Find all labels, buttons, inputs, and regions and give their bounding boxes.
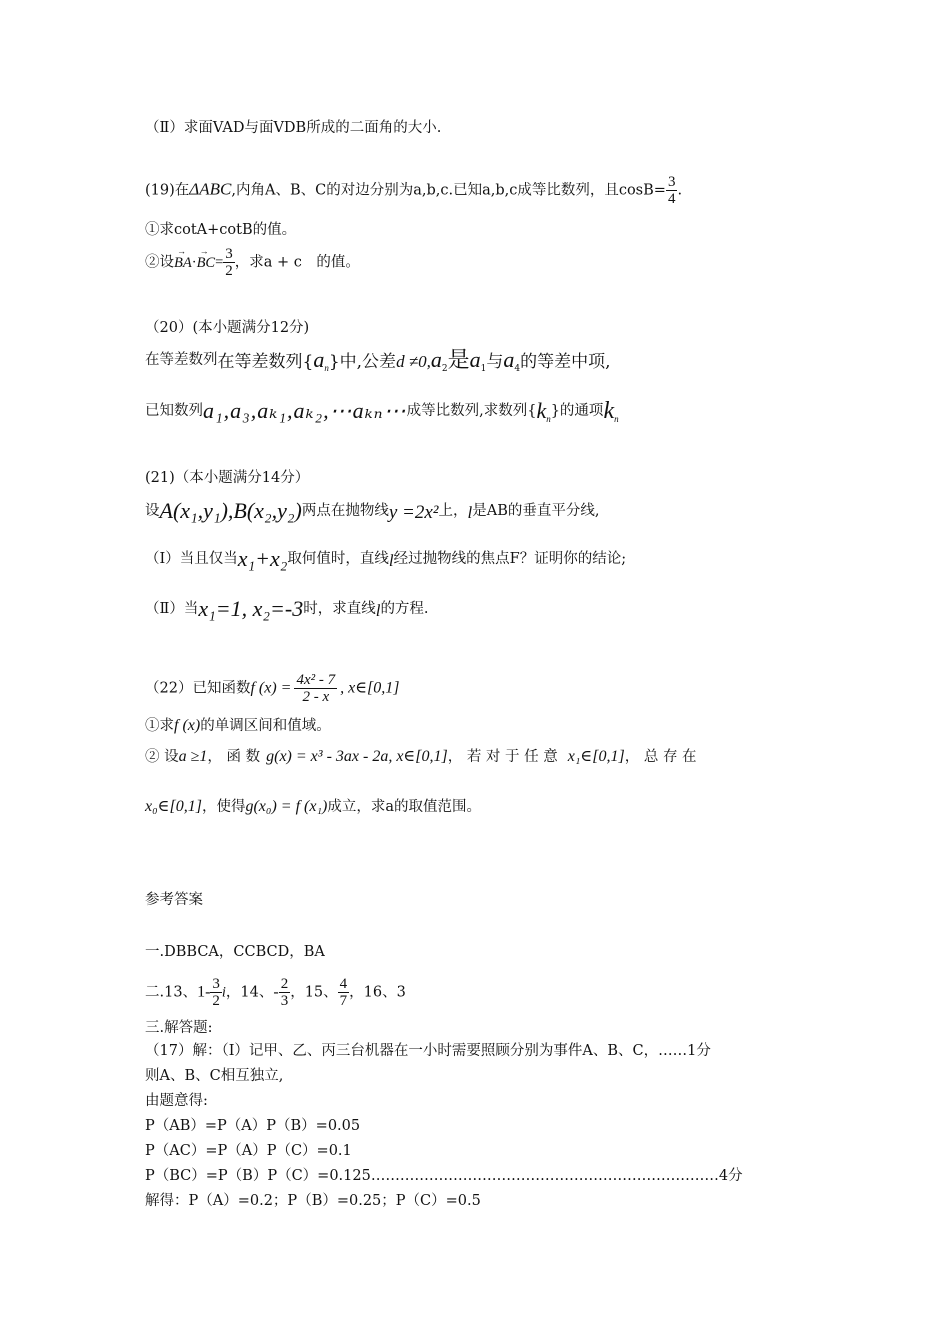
q22-part1: ①求f (x)的单调区间和值域。 xyxy=(145,717,331,734)
answers-three: 三.解答题: xyxy=(145,1020,213,1036)
q21-header: (21)（本小题满分14分） xyxy=(145,470,310,486)
answers-one: 一.DBBCA，CCBCD，BA xyxy=(145,944,325,960)
q21-part1: （Ⅰ）当且仅当x₁+x₂取何值时，直线l经过抛物线的焦点F？证明你的结论; xyxy=(145,546,627,571)
q20-header: （20）(本小题满分12分) xyxy=(145,320,310,336)
q21-part2: （Ⅱ）当x₁=1, x₂=-3时，求直线l的方程. xyxy=(145,596,429,621)
q19-statement: (19)在ΔABC,内角A、B、C的对边分别为a,b,c.已知a,b,c成等比数列，且cosB= $\frac{3}{4}$ . xyxy=(145,174,683,207)
q20-line2: 已知数列a₁,a₃,aₖ₁,aₖ₂,⋯aₖₙ⋯成等比数列,求数列$\{k_n\}$的通项$k_n$ xyxy=(145,398,619,424)
q19-part1: ①求cotA+cotB的值。 xyxy=(145,222,297,238)
answers-17-line7: 解得：P（A）=0.2；P（B）=0.25；P（C）=0.5 xyxy=(145,1193,481,1209)
answers-17-line3: 由题意得: xyxy=(145,1093,208,1109)
q22-statement: （22）已知函数f (x) = $\frac{\text{4x² - 7}}{2 - x}$ , x∈[0,1] xyxy=(145,672,400,705)
answers-two: 二.13、1- $\frac{3}{2}$ i，14、- $\frac{2}{3}$ ，15、 $\frac{4}{7}$ ，16、3 xyxy=(145,976,406,1009)
q21-line1: 设A(x₁,y₁),B(x₂,y₂)两点在抛物线y =2x²上，l是AB的垂直平分线, xyxy=(145,498,600,523)
answers-title: 参考答案 xyxy=(145,892,203,908)
q22-part3: x₀∈[0,1]，使得g(x₀) = f (x₁)成立，求a的取值范围。 xyxy=(145,798,482,815)
q22-part2: ② 设a ≥1， 函 数 g(x) = x³ - 3ax - 2a, x∈[0,1]， 若 对 于 任 意 x₁∈[0,1]， 总 存 在 xyxy=(145,748,697,765)
q20-line1: 在等差数列在等差数列$\{a_n\}$中,公差$d \ne 0,a_2$是$a_1$与$a_4$的等差中项, xyxy=(145,347,611,374)
answers-17-line6: P（BC）=P（B）P（C）=0.125………………………………………………………………4分 xyxy=(145,1168,743,1184)
answers-17-line4: P（AB）=P（A）P（B）=0.05 xyxy=(145,1118,361,1134)
answers-17-line5: P（AC）=P（A）P（C）=0.1 xyxy=(145,1143,352,1159)
q18-part2: （Ⅱ）求面VAD与面VDB所成的二面角的大小. xyxy=(145,120,442,136)
answers-17-line1: （17）解：（Ⅰ）记甲、乙、丙三台机器在一小时需要照顾分别为事件A、B、C，……1分 xyxy=(145,1043,711,1059)
answers-17-line2: 则A、B、C相互独立, xyxy=(145,1068,284,1084)
q19-part2: ②设→ BA·→ BC= $\frac{3}{2}$ ，求a + c 的值。 xyxy=(145,246,360,279)
